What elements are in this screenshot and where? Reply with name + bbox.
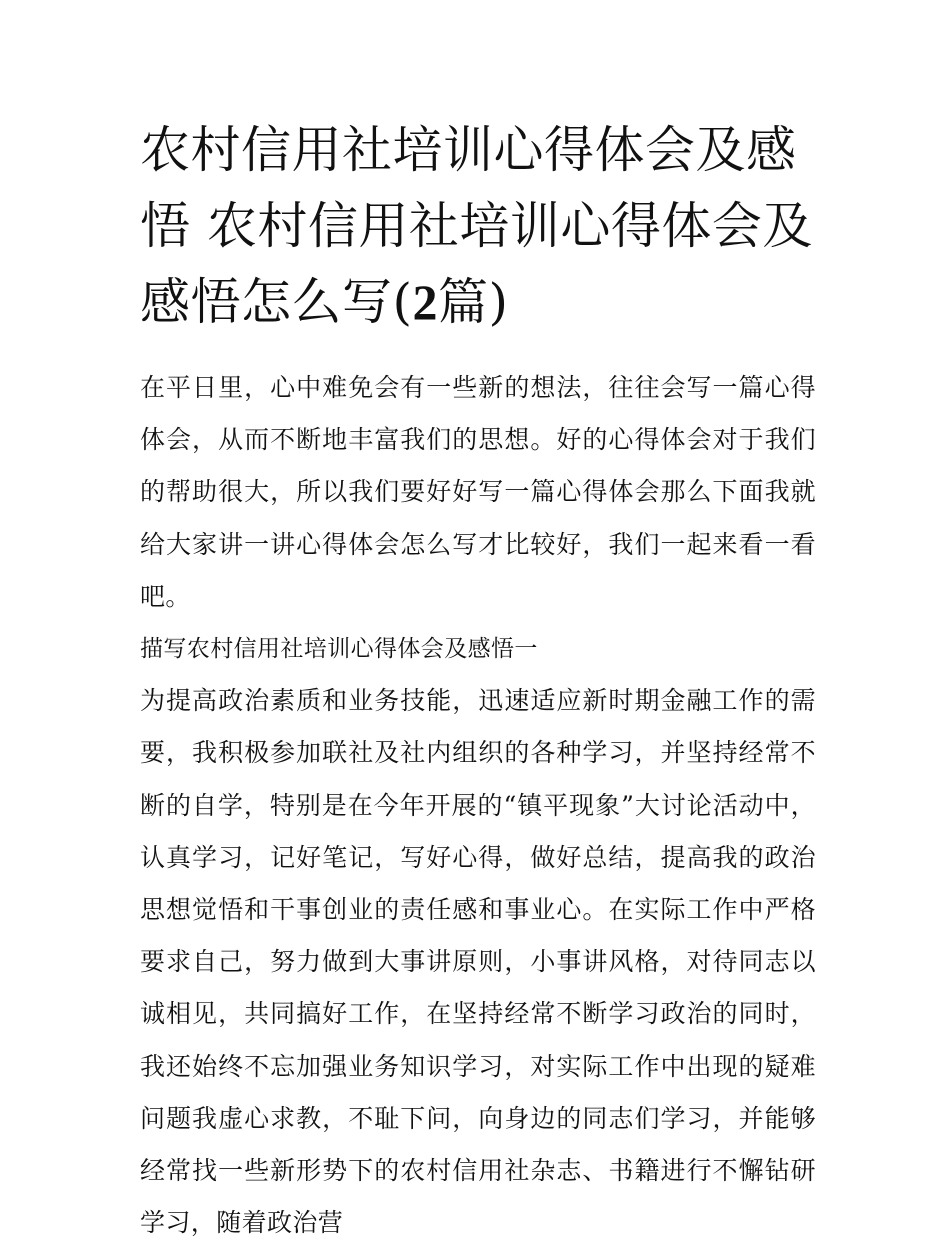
title-text: 农村信用社培训心得体会及感悟 农村信用社培训心得体会及感悟怎么写( — [140, 121, 813, 331]
title-suffix: 篇) — [438, 273, 509, 331]
document-content — [140, 112, 816, 1249]
section-heading: 描写农村信用社培训心得体会及感悟一 — [140, 636, 538, 663]
section-paragraph: 为提高政治素质和业务技能，迅速适应新时期金融工作的需要，我积极参加联社及社内组织的各种学习，并坚持经常不断的自学，特别是在今年开展的“镇平现象”大讨论活动中，认真学习，记好笔记，写好心得，做好总结，提高我的政治思想觉悟和干事创业的责任感和事业心。在实际工作中严格要求自己，努力做到大事讲原则，小事讲风格，对待同志以诚相见，共同搞好工作，在坚持经常不断学习政治的同时，我还始终不忘加强业务知识学习，对实际工作中出现的疑难问题我虚心求教，不耻下问，向身边的同志们学习，并能够经常找一些新形势下的农村信用社杂志、书籍进行不懈钻研学习，随着政治营 — [140, 686, 816, 1238]
document-body — [140, 362, 816, 1249]
document-title — [140, 112, 816, 340]
title-number: 2 — [412, 274, 439, 330]
intro-paragraph: 在平日里，心中难免会有一些新的想法，往往会写一篇心得体会，从而不断地丰富我们的思想。好的心得体会对于我们的帮助很大，所以我们要好好写一篇心得体会那么下面我就给大家讲一讲心得体会怎么写才比较好，我们一起来看一看吧。 — [140, 373, 816, 611]
